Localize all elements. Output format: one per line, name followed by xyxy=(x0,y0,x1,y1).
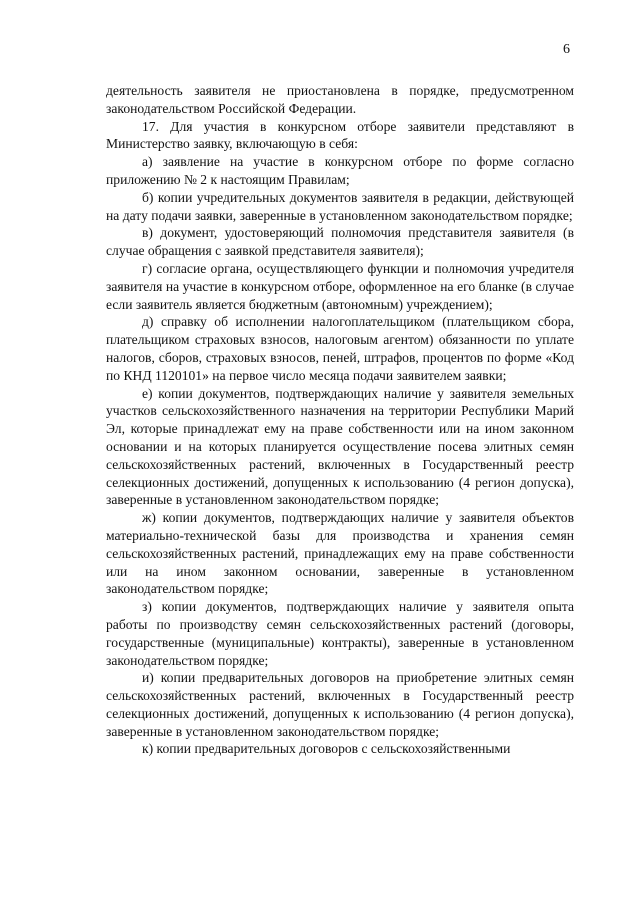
paragraph-item-g: г) согласие органа, осуществляющего функции и полномочия учредителя заявителя на участие в конкурсном отборе, оформленное на его бланке (в случае если заявитель является бюджетным (автономным) учреждением); xyxy=(106,260,574,312)
paragraph-item-a: а) заявление на участие в конкурсном отборе по форме согласно приложению № 2 к настоящим Правилам; xyxy=(106,154,574,187)
document-body xyxy=(106,82,574,758)
paragraph-item-d: д) справку об исполнении налогоплательщиком (плательщиком сбора, плательщиком страховых взносов, налоговым агентом) обязанности по уплате налогов, сборов, страховых взносов, пеней, штрафов, процентов по форме «Код по КНД 1120101» на первое число месяца подачи заявителем заявки; xyxy=(106,314,574,383)
paragraph-item-i: и) копии предварительных договоров на приобретение элитных семян сельскохозяйственных растений, включенных в Государственный реестр селекционных достижений, допущенных к использованию (4 регион допуска), заверенные в установленном законодательством порядке; xyxy=(106,670,574,739)
paragraph-item-z: з) копии документов, подтверждающих наличие у заявителя опыта работы по производству семян сельскохозяйственных растений (договоры, государственные (муниципальные) контракты), заверенные в установленном законодательством порядке; xyxy=(106,599,574,668)
page-number: 6 xyxy=(563,42,570,57)
paragraph-item-b: б) копии учредительных документов заявителя в редакции, действующей на дату подачи заявки, заверенные в установленном законодательством порядке; xyxy=(106,189,574,223)
paragraph-item-e: е) копии документов, подтверждающих наличие у заявителя земельных участков сельскохозяйственного назначения на территории Республики Марий Эл, которые принадлежат ему на праве собственности или на ином законном основании и на которых планируется осуществление посева элитных семян сельскохозяйственных растений, включенных в Государственный реестр селекционных достижений, допущенных к использованию (4 регион допуска), заверенные в установленном законодательством порядке; xyxy=(106,385,574,508)
paragraph-continuation: деятельность заявителя не приостановлена в порядке, предусмотренном законодательством Российской Федерации. xyxy=(106,83,574,116)
paragraph-item-k: к) копии предварительных договоров с сельскохозяйственными xyxy=(142,741,511,757)
paragraph-clause-17: 17. Для участия в конкурсном отборе заявители представляют в Министерство заявку, включающую в себя: xyxy=(106,118,574,152)
paragraph-item-v: в) документ, удостоверяющий полномочия представителя заявителя (в случае обращения с заявкой представителя заявителя); xyxy=(106,225,574,259)
paragraph-item-zh: ж) копии документов, подтверждающих наличие у заявителя объектов материально-технической базы для производства и хранения семян сельскохозяйственных растений, принадлежащих ему на праве собственности или на ином законном основании, заверенные в установленном законодательством порядке; xyxy=(106,510,574,597)
